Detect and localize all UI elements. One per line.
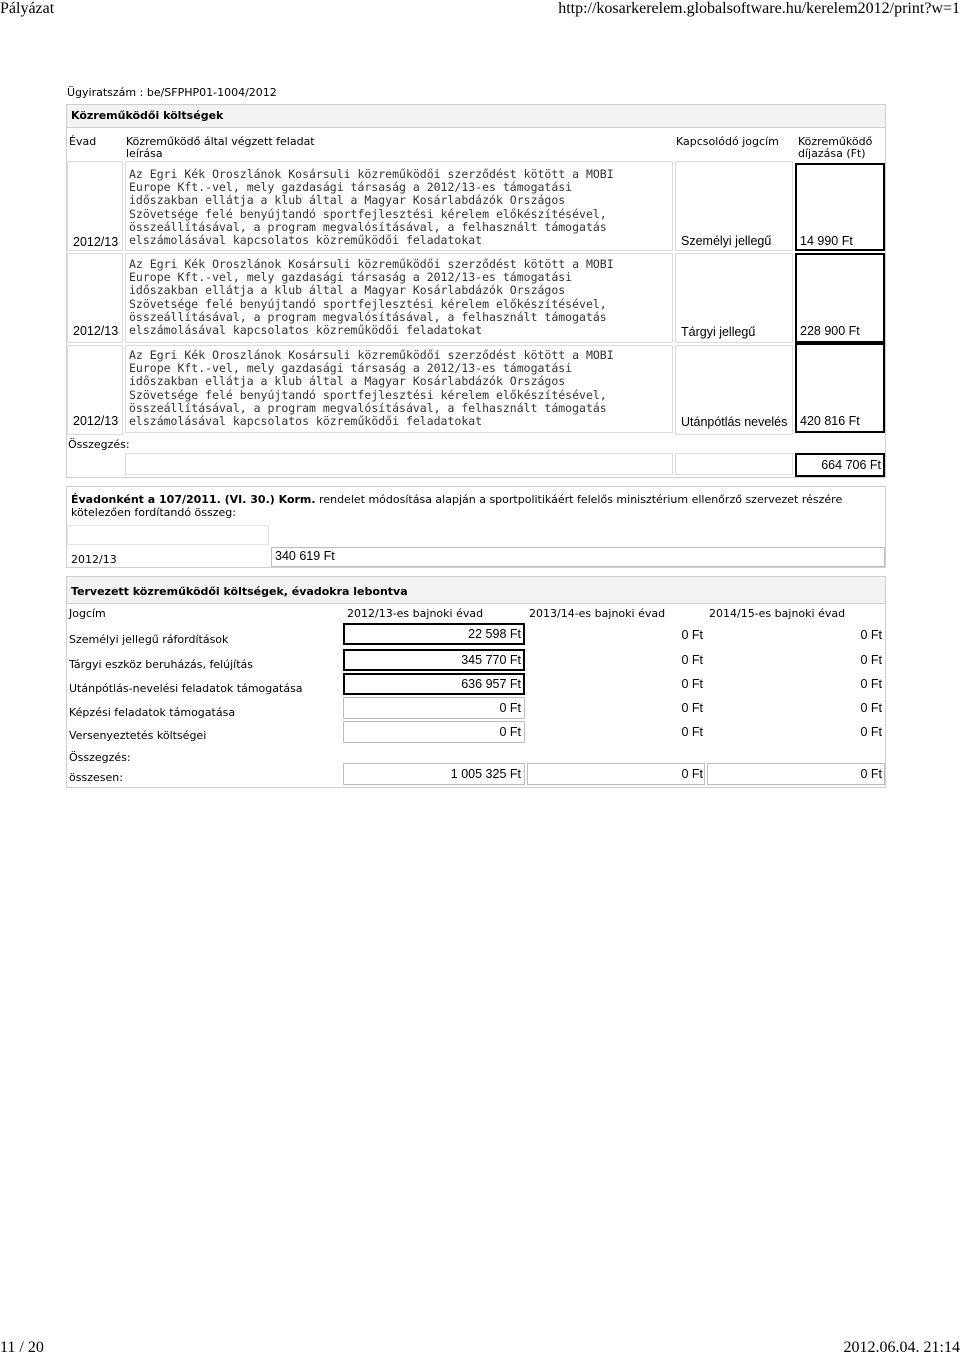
col-header-fee-2: díjazása (Ft) [798,147,866,160]
planned-value: 0 Ft [499,725,521,739]
planned-value: 0 Ft [860,701,882,715]
desc-line: Europe Kft.-vel, mely gazdasági társaság a 2012/13-es támogatási [129,361,573,376]
planned-value: 345 770 Ft [461,653,521,667]
row-related: Tárgyi jellegű [681,325,756,339]
summary-total: 664 706 Ft [821,458,881,472]
planned-value: 0 Ft [860,628,882,642]
col-header-task-1: Közreműködő által végzett feladat [126,135,315,148]
print-datetime: 2012.06.04. 21:14 [843,1339,960,1356]
planned-row-label: Utánpótlás-nevelési feladatok támogatása [69,682,303,695]
planned-value: 0 Ft [860,725,882,739]
ministry-season-cell [67,525,269,545]
planned-value: 0 Ft [860,677,882,691]
desc-line: Szövetsége felé benyújtandó sportfejlesztési kérelem előkészítésével, [129,206,607,221]
planned-value: 0 Ft [681,725,703,739]
desc-line: Az Egri Kék Oroszlánok Kosársuli közreműködői szerződést kötött a MOBI [129,257,614,271]
planned-panel [66,576,886,788]
col-header-season-2: 2013/14-es bajnoki évad [529,607,666,620]
row-fee: 228 900 Ft [800,324,860,338]
print-page-title: Pályázat [0,0,55,17]
col-header-task-2: leírása [126,147,163,160]
ministry-season: 2012/13 [71,553,117,566]
planned-value: 22 598 Ft [468,627,521,641]
desc-line: időszakban ellátja a klub által a Magyar Kosárlabdázók Országos [129,283,566,298]
desc-cell [125,345,673,433]
ministry-title [71,493,876,519]
summary-related-cell [675,453,793,475]
col-header-season-1: 2012/13-es bajnoki évad [347,607,484,620]
row-related: Utánpótlás nevelés [681,415,788,429]
planned-total: 1 005 325 Ft [450,767,521,781]
col-header-season-3: 2014/15-es bajnoki évad [709,607,846,620]
planned-row-label: Személyi jellegű ráfordítások [69,633,229,646]
desc-line: Europe Kft.-vel, mely gazdasági társaság a 2012/13-es támogatási [129,180,573,195]
planned-value: 0 Ft [681,628,703,642]
file-number: Ügyiratszám : be/SFPHP01-1004/2012 [67,86,277,99]
desc-line: Europe Kft.-vel, mely gazdasági társaság a 2012/13-es támogatási [129,270,573,285]
desc-line: összeállításával, a program megvalósításával, a felhasznált támogatás [129,219,607,234]
planned-total: 0 Ft [681,767,703,781]
row-season: 2012/13 [73,324,119,338]
page-counter: 11 / 20 [0,1339,44,1356]
planned-total: 0 Ft [860,767,882,781]
row-season: 2012/13 [73,414,119,428]
row-fee: 420 816 Ft [800,414,860,428]
desc-cell [125,253,673,343]
desc-line: Szövetsége felé benyújtandó sportfejlesztési kérelem előkészítésével, [129,387,607,402]
desc-line: Szövetsége felé benyújtandó sportfejlesztési kérelem előkészítésével, [129,296,607,311]
print-url: http://kosarkerelem.globalsoftware.hu/kerelem2012/print?w=1 [558,0,960,17]
summary-desc-cell [125,453,673,475]
desc-line: elszámolásával kapcsolatos közreműködői feladatokat [129,414,483,429]
col-header-related: Kapcsolódó jogcím [676,135,779,148]
planned-panel-title: Tervezett közreműködői költségek, évadokra lebontva [67,577,885,604]
ministry-title-bold: Évadonként a 107/2011. (VI. 30.) Korm. [71,493,316,506]
desc-line: elszámolásával kapcsolatos közreműködői feladatokat [129,233,483,248]
planned-summary-label: Összegzés: [69,751,131,764]
ministry-amount-field[interactable] [271,547,885,567]
planned-value: 636 957 Ft [461,677,521,691]
desc-line: időszakban ellátja a klub által a Magyar Kosárlabdázók Országos [129,374,566,389]
col-header-season: Évad [69,135,97,148]
desc-line: összeállításával, a program megvalósításával, a felhasznált támogatás [129,309,607,324]
desc-line: Az Egri Kék Oroszlánok Kosársuli közreműködői szerződést kötött a MOBI [129,348,614,362]
planned-value: 0 Ft [860,653,882,667]
row-fee: 14 990 Ft [800,234,853,248]
planned-row-label: Tárgyi eszköz beruházás, felújítás [69,658,254,671]
planned-value: 0 Ft [499,701,521,715]
col-header-fee-1: Közreműködő [798,135,873,148]
summary-label: Összegzés: [68,438,130,451]
desc-line: összeállításával, a program megvalósításával, a felhasznált támogatás [129,400,607,415]
planned-row-label: Versenyeztetés költségei [69,729,207,742]
desc-cell [125,161,673,251]
row-related: Személyi jellegű [681,234,772,248]
desc-line: Az Egri Kék Oroszlánok Kosársuli közreműködői szerződést kötött a MOBI [129,167,614,181]
planned-total-label: összesen: [69,771,123,784]
planned-row-label: Képzési feladatok támogatása [69,706,236,719]
costs-panel-title: Közreműködői költségek [67,105,885,128]
planned-value: 0 Ft [681,677,703,691]
planned-value: 0 Ft [681,701,703,715]
ministry-title-rest: rendelet módosítása alapján a sportpolitikáért felelős minisztérium ellenőrző szervezet részére kötelezően fordítandó összeg: [71,493,843,519]
ministry-panel [66,486,886,568]
ministry-amount: 340 619 Ft [275,549,335,563]
planned-value: 0 Ft [681,653,703,667]
desc-line: elszámolásával kapcsolatos közreműködői feladatokat [129,323,483,338]
row-season: 2012/13 [73,235,119,249]
costs-panel [66,104,886,478]
desc-line: időszakban ellátja a klub által a Magyar Kosárlabdázók Országos [129,193,566,208]
col-header-jogcim: Jogcím [69,607,106,620]
